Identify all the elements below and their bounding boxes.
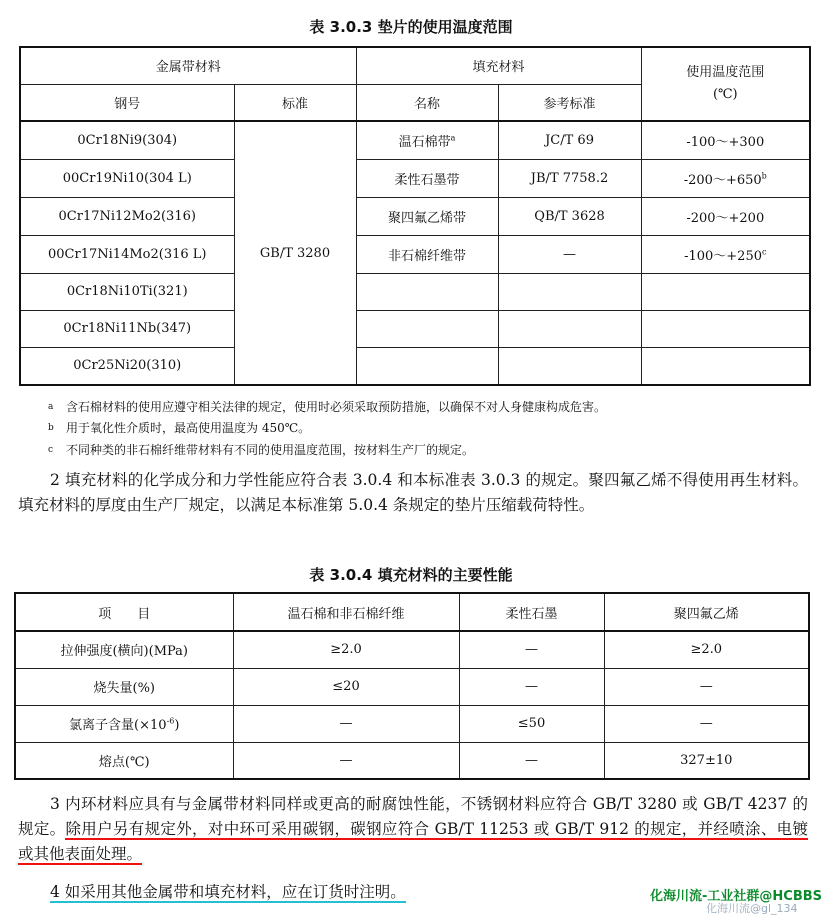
footnote-text: 用于氧化性介质时，最高使用温度为 450℃。 — [66, 421, 311, 435]
header-ref-standard: 参考标准 — [498, 84, 641, 121]
footnote-mark: c — [48, 445, 54, 455]
empty-cell — [356, 310, 498, 347]
temp-range-cell — [641, 197, 810, 235]
filler-name: 柔性石墨带 — [394, 172, 460, 188]
item-cell — [15, 705, 233, 742]
value-cell: ≤50 — [459, 705, 604, 742]
empty-cell — [356, 273, 498, 310]
header-name: 名称 — [356, 84, 498, 121]
footnote-mark: b — [761, 171, 767, 181]
paragraph-4-text: 4 如采用其他金属带和填充材料，应在订货时注明。 — [50, 883, 406, 901]
header-metal-band: 金属带材料 — [20, 47, 356, 84]
footnote-text: 不同种类的非石棉纤维带材料有不同的使用温度范围，按材料生产厂的规定。 — [66, 443, 475, 457]
table-3-0-3-title: 表 3.0.3 垫片的使用温度范围 — [309, 18, 513, 36]
filler-name-cell — [356, 235, 498, 273]
empty-cell — [356, 347, 498, 385]
temp-range-value: -100～+300 — [686, 134, 765, 150]
watermark-secondary: 化海川流@gl_134 — [706, 902, 798, 915]
item-superscript: -6 — [166, 716, 175, 726]
footnote-mark: b — [48, 423, 54, 433]
footnote-mark: c — [762, 247, 767, 257]
header-filler: 填充材料 — [356, 47, 641, 84]
footnote-text: 含石棉材料的使用应遵守相关法律的规定，使用时必须采取预防措施，以确保不对人身健康构成危害。 — [66, 400, 607, 414]
value-cell: — — [459, 668, 604, 705]
paragraph-2: 2 填充材料的化学成分和力学性能应符合表 3.0.4 和本标准表 3.0.3 的规定。聚四氟乙烯不得使用再生材料。填充材料的厚度由生产厂规定，以满足本标准第 5.0.4 条规定的垫片压缩载荷特性。 — [18, 471, 808, 514]
temp-range-value: -200～+200 — [686, 210, 765, 226]
item-tail: ) — [174, 718, 180, 733]
value-cell: — — [604, 705, 809, 742]
header-temp-range — [641, 47, 810, 121]
empty-cell — [641, 273, 810, 310]
empty-cell — [498, 310, 641, 347]
header-ptfe: 聚四氟乙烯 — [604, 593, 809, 631]
footnote-mark: a — [48, 402, 54, 412]
filler-name: 聚四氟乙烯带 — [388, 210, 467, 226]
steel-grade-cell: 00Cr17Ni14Mo2(316 L) — [20, 235, 234, 273]
filler-std-cell: JB/T 7758.2 — [498, 159, 641, 197]
footnote-c — [48, 441, 474, 459]
metal-standard-cell: GB/T 3280 — [234, 121, 356, 385]
filler-name-cell — [356, 197, 498, 235]
header-temp-unit: (℃) — [712, 87, 738, 102]
filler-name-cell — [356, 159, 498, 197]
filler-std-cell: — — [498, 235, 641, 273]
empty-cell — [498, 347, 641, 385]
paragraph-3 — [18, 792, 808, 867]
steel-grade-cell: 00Cr19Ni10(304 L) — [20, 159, 234, 197]
paragraph-3-text: 3 内环材料应具有与金属带材料同样或更高的耐腐蚀性能，不锈钢材料应符合 GB/T 3280 或 GB/T 4237 的规定。 — [18, 795, 808, 838]
value-cell: ≥2.0 — [604, 631, 809, 668]
footnote-b — [48, 419, 310, 437]
header-asbestos: 温石棉和非石棉纤维 — [233, 593, 459, 631]
filler-std-cell: QB/T 3628 — [498, 197, 641, 235]
value-cell: — — [459, 742, 604, 779]
table-3-0-4 — [14, 592, 810, 780]
temp-range-value: -200～+650 — [683, 172, 762, 188]
header-item: 项 目 — [15, 593, 233, 631]
value-cell: 327±10 — [604, 742, 809, 779]
header-graphite: 柔性石墨 — [459, 593, 604, 631]
value-cell: — — [604, 668, 809, 705]
header-steel-no: 钢号 — [20, 84, 234, 121]
value-cell: — — [233, 742, 459, 779]
filler-name: 温石棉带 — [398, 134, 451, 150]
empty-cell — [641, 347, 810, 385]
table-3-0-3 — [19, 46, 811, 386]
value-cell: ≤20 — [233, 668, 459, 705]
item-cell: 熔点(℃) — [15, 742, 233, 779]
item-text: 氯离子含量(×10 — [69, 718, 167, 733]
empty-cell — [498, 273, 641, 310]
value-cell: ≥2.0 — [233, 631, 459, 668]
empty-cell — [641, 310, 810, 347]
footnote-mark: a — [450, 133, 456, 143]
footnote-a — [48, 398, 606, 416]
steel-grade-cell: 0Cr18Ni9(304) — [20, 121, 234, 159]
filler-std-cell: JC/T 69 — [498, 121, 641, 159]
watermark: 化海川流-工业社群@HCBBS — [650, 889, 822, 904]
header-standard: 标准 — [234, 84, 356, 121]
steel-grade-cell: 0Cr17Ni12Mo2(316) — [20, 197, 234, 235]
table-3-0-4-title: 表 3.0.4 填充材料的主要性能 — [309, 566, 513, 584]
value-cell: — — [459, 631, 604, 668]
temp-range-cell — [641, 235, 810, 273]
filler-name-cell — [356, 121, 498, 159]
header-temp-range-label: 使用温度范围 — [686, 65, 765, 80]
temp-range-cell — [641, 121, 810, 159]
item-cell: 拉伸强度(横向)(MPa) — [15, 631, 233, 668]
steel-grade-cell: 0Cr25Ni20(310) — [20, 347, 234, 385]
item-cell: 烧失量(%) — [15, 668, 233, 705]
value-cell: — — [233, 705, 459, 742]
steel-grade-cell: 0Cr18Ni10Ti(321) — [20, 273, 234, 310]
steel-grade-cell: 0Cr18Ni11Nb(347) — [20, 310, 234, 347]
filler-name: 非石棉纤维带 — [388, 248, 467, 264]
temp-range-value: -100～+250 — [684, 248, 762, 264]
temp-range-cell — [641, 159, 810, 197]
paragraph-3-underlined: 除用户另有规定外，对中环可采用碳钢，碳钢应符合 GB/T 11253 或 GB/T 912 的规定，并经喷涂、电镀或其他表面处理。 — [18, 820, 808, 863]
